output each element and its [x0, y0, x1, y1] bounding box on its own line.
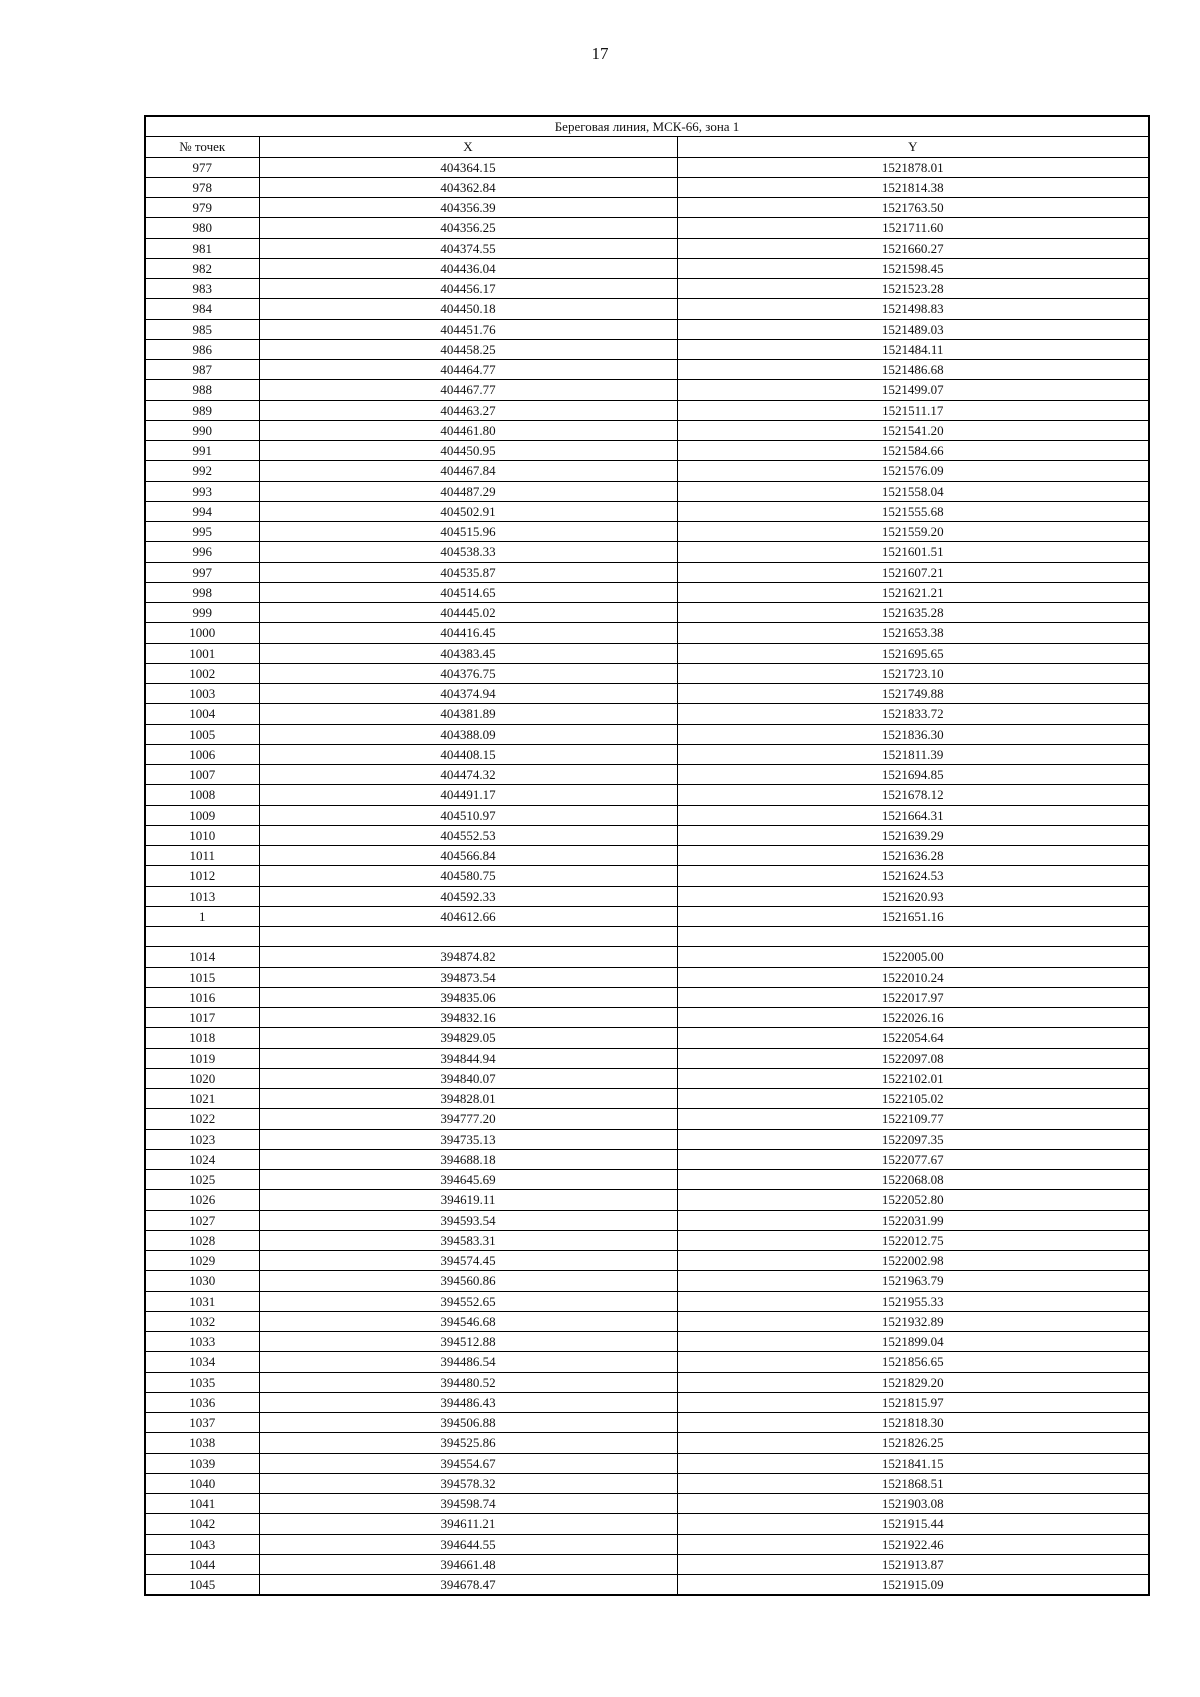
point-number-cell: 980	[145, 218, 259, 238]
point-number-cell: 1012	[145, 866, 259, 886]
table-row	[145, 1230, 1149, 1250]
point-number-cell: 994	[145, 501, 259, 521]
x-coordinate-cell: 394611.21	[259, 1514, 677, 1534]
y-coordinate-cell: 1522012.75	[677, 1230, 1149, 1250]
coordinates-table	[144, 115, 1150, 1596]
x-coordinate-cell: 394560.86	[259, 1271, 677, 1291]
x-coordinate-cell: 394840.07	[259, 1068, 677, 1088]
point-number-cell: 1030	[145, 1271, 259, 1291]
y-coordinate-cell: 1521868.51	[677, 1473, 1149, 1493]
x-coordinate-cell: 394480.52	[259, 1372, 677, 1392]
table-row	[145, 1575, 1149, 1596]
y-coordinate-cell: 1521559.20	[677, 522, 1149, 542]
x-coordinate-cell: 394832.16	[259, 1008, 677, 1028]
table-row	[145, 420, 1149, 440]
y-coordinate-cell: 1521695.65	[677, 643, 1149, 663]
point-number-cell: 1008	[145, 785, 259, 805]
y-coordinate-cell: 1521660.27	[677, 238, 1149, 258]
table-row	[145, 339, 1149, 359]
y-coordinate-cell: 1521607.21	[677, 562, 1149, 582]
point-number-cell: 1036	[145, 1392, 259, 1412]
x-coordinate-cell: 394546.68	[259, 1311, 677, 1331]
x-coordinate-cell: 394678.47	[259, 1575, 677, 1596]
table-row	[145, 1494, 1149, 1514]
x-coordinate-cell: 394688.18	[259, 1149, 677, 1169]
point-number-cell: 1002	[145, 663, 259, 683]
y-coordinate-cell: 1522005.00	[677, 947, 1149, 967]
table-row	[145, 1149, 1149, 1169]
point-number-cell: 1021	[145, 1089, 259, 1109]
y-coordinate-cell: 1521922.46	[677, 1534, 1149, 1554]
table-row	[145, 1291, 1149, 1311]
table-row	[145, 279, 1149, 299]
y-coordinate-cell: 1521636.28	[677, 846, 1149, 866]
table-row	[145, 1554, 1149, 1574]
point-number-cell: 985	[145, 319, 259, 339]
table-row	[145, 582, 1149, 602]
point-number-cell: 1032	[145, 1311, 259, 1331]
table-row	[145, 1008, 1149, 1028]
point-number-cell: 1043	[145, 1534, 259, 1554]
x-coordinate-cell: 404461.80	[259, 420, 677, 440]
point-number-cell: 999	[145, 603, 259, 623]
table-row	[145, 906, 1149, 926]
y-coordinate-cell: 1521915.44	[677, 1514, 1149, 1534]
table-row	[145, 258, 1149, 278]
y-coordinate-cell: 1521498.83	[677, 299, 1149, 319]
y-coordinate-cell: 1521811.39	[677, 744, 1149, 764]
point-number-cell: 1037	[145, 1413, 259, 1433]
table-row	[145, 765, 1149, 785]
point-number-cell: 1017	[145, 1008, 259, 1028]
x-coordinate-cell: 394554.67	[259, 1453, 677, 1473]
x-coordinate-cell: 404450.95	[259, 441, 677, 461]
y-coordinate-cell: 1522002.98	[677, 1251, 1149, 1271]
y-coordinate-cell: 1522105.02	[677, 1089, 1149, 1109]
y-coordinate-cell: 1521624.53	[677, 866, 1149, 886]
column-header-point-number: № точек	[145, 137, 259, 157]
y-coordinate-cell: 1521486.68	[677, 360, 1149, 380]
table-row	[145, 1413, 1149, 1433]
table-row	[145, 744, 1149, 764]
y-coordinate-cell: 1521836.30	[677, 724, 1149, 744]
x-coordinate-cell: 404467.77	[259, 380, 677, 400]
y-coordinate-cell: 1521723.10	[677, 663, 1149, 683]
x-coordinate-cell: 394777.20	[259, 1109, 677, 1129]
point-number-cell: 991	[145, 441, 259, 461]
point-number-cell: 1020	[145, 1068, 259, 1088]
y-coordinate-cell: 1521639.29	[677, 825, 1149, 845]
y-coordinate-cell: 1521558.04	[677, 481, 1149, 501]
table-row	[145, 1453, 1149, 1473]
x-coordinate-cell: 394512.88	[259, 1332, 677, 1352]
x-coordinate-cell: 404383.45	[259, 643, 677, 663]
table-row	[145, 1190, 1149, 1210]
point-number-cell: 1029	[145, 1251, 259, 1271]
x-coordinate-cell: 394574.45	[259, 1251, 677, 1271]
table-row	[145, 299, 1149, 319]
table-row	[145, 603, 1149, 623]
y-coordinate-cell: 1522054.64	[677, 1028, 1149, 1048]
column-header-x: X	[259, 137, 677, 157]
table-row	[145, 927, 1149, 947]
table-row	[145, 1210, 1149, 1230]
x-coordinate-cell: 404445.02	[259, 603, 677, 623]
point-number-cell: 981	[145, 238, 259, 258]
table-row	[145, 522, 1149, 542]
x-coordinate-cell: 394486.43	[259, 1392, 677, 1412]
y-coordinate-cell: 1521856.65	[677, 1352, 1149, 1372]
point-number-cell: 1005	[145, 724, 259, 744]
x-coordinate-cell: 404491.17	[259, 785, 677, 805]
table-row	[145, 663, 1149, 683]
point-number-cell: 1025	[145, 1170, 259, 1190]
point-number-cell: 1016	[145, 987, 259, 1007]
x-coordinate-cell: 404356.39	[259, 198, 677, 218]
y-coordinate-cell: 1521635.28	[677, 603, 1149, 623]
table-row	[145, 461, 1149, 481]
y-coordinate-cell: 1521763.50	[677, 198, 1149, 218]
point-number-cell: 1004	[145, 704, 259, 724]
table-row	[145, 785, 1149, 805]
table-row	[145, 1251, 1149, 1271]
point-number-cell: 1009	[145, 805, 259, 825]
point-number-cell: 989	[145, 400, 259, 420]
table-row	[145, 1433, 1149, 1453]
y-coordinate-cell: 1521576.09	[677, 461, 1149, 481]
x-coordinate-cell: 404376.75	[259, 663, 677, 683]
point-number-cell: 1019	[145, 1048, 259, 1068]
point-number-cell: 988	[145, 380, 259, 400]
y-coordinate-cell: 1521523.28	[677, 279, 1149, 299]
table-row	[145, 704, 1149, 724]
point-number-cell: 1039	[145, 1453, 259, 1473]
point-number-cell: 1028	[145, 1230, 259, 1250]
table-row	[145, 805, 1149, 825]
x-coordinate-cell: 394874.82	[259, 947, 677, 967]
table-row	[145, 198, 1149, 218]
table-row	[145, 1129, 1149, 1149]
x-coordinate-cell: 394835.06	[259, 987, 677, 1007]
point-number-cell: 1006	[145, 744, 259, 764]
x-coordinate-cell: 404487.29	[259, 481, 677, 501]
point-number-cell: 997	[145, 562, 259, 582]
point-number-cell: 1031	[145, 1291, 259, 1311]
table-row	[145, 562, 1149, 582]
y-coordinate-cell: 1522077.67	[677, 1149, 1149, 1169]
table-row	[145, 1068, 1149, 1088]
table-row	[145, 825, 1149, 845]
y-coordinate-cell: 1521903.08	[677, 1494, 1149, 1514]
point-number-cell: 982	[145, 258, 259, 278]
table-row	[145, 542, 1149, 562]
page-number: 17	[591, 44, 609, 63]
point-number-cell: 993	[145, 481, 259, 501]
y-coordinate-cell: 1521621.21	[677, 582, 1149, 602]
x-coordinate-cell: 404538.33	[259, 542, 677, 562]
table-row	[145, 1089, 1149, 1109]
y-coordinate-cell: 1521584.66	[677, 441, 1149, 461]
table-row	[145, 319, 1149, 339]
point-number-cell: 1026	[145, 1190, 259, 1210]
table-row	[145, 1109, 1149, 1129]
point-number-cell: 1007	[145, 765, 259, 785]
point-number-cell: 977	[145, 157, 259, 177]
x-coordinate-cell	[259, 927, 677, 947]
point-number-cell	[145, 927, 259, 947]
y-coordinate-cell: 1522031.99	[677, 1210, 1149, 1230]
x-coordinate-cell: 404458.25	[259, 339, 677, 359]
x-coordinate-cell: 404456.17	[259, 279, 677, 299]
y-coordinate-cell: 1521815.97	[677, 1392, 1149, 1412]
x-coordinate-cell: 394552.65	[259, 1291, 677, 1311]
x-coordinate-cell: 394645.69	[259, 1170, 677, 1190]
table-row	[145, 1271, 1149, 1291]
x-coordinate-cell: 404356.25	[259, 218, 677, 238]
point-number-cell: 1000	[145, 623, 259, 643]
y-coordinate-cell: 1521653.38	[677, 623, 1149, 643]
y-coordinate-cell: 1521499.07	[677, 380, 1149, 400]
point-number-cell: 1027	[145, 1210, 259, 1230]
x-coordinate-cell: 394506.88	[259, 1413, 677, 1433]
y-coordinate-cell: 1521620.93	[677, 886, 1149, 906]
x-coordinate-cell: 394828.01	[259, 1089, 677, 1109]
x-coordinate-cell: 404451.76	[259, 319, 677, 339]
point-number-cell: 1003	[145, 684, 259, 704]
y-coordinate-cell: 1521814.38	[677, 177, 1149, 197]
point-number-cell: 990	[145, 420, 259, 440]
point-number-cell: 1	[145, 906, 259, 926]
x-coordinate-cell: 394525.86	[259, 1433, 677, 1453]
y-coordinate-cell: 1521749.88	[677, 684, 1149, 704]
point-number-cell: 1001	[145, 643, 259, 663]
table-row	[145, 623, 1149, 643]
table-title: Береговая линия, МСК-66, зона 1	[145, 116, 1149, 137]
x-coordinate-cell: 394735.13	[259, 1129, 677, 1149]
x-coordinate-cell: 404510.97	[259, 805, 677, 825]
point-number-cell: 1018	[145, 1028, 259, 1048]
x-coordinate-cell: 404416.45	[259, 623, 677, 643]
point-number-cell: 983	[145, 279, 259, 299]
table-row	[145, 218, 1149, 238]
table-row	[145, 360, 1149, 380]
y-coordinate-cell: 1522026.16	[677, 1008, 1149, 1028]
y-coordinate-cell: 1522097.35	[677, 1129, 1149, 1149]
point-number-cell: 978	[145, 177, 259, 197]
point-number-cell: 1015	[145, 967, 259, 987]
point-number-cell: 986	[145, 339, 259, 359]
table-row	[145, 177, 1149, 197]
y-coordinate-cell: 1521826.25	[677, 1433, 1149, 1453]
point-number-cell: 1045	[145, 1575, 259, 1596]
y-coordinate-cell: 1522068.08	[677, 1170, 1149, 1190]
table-row	[145, 380, 1149, 400]
point-number-cell: 1013	[145, 886, 259, 906]
table-row	[145, 1311, 1149, 1331]
x-coordinate-cell: 404362.84	[259, 177, 677, 197]
table-row	[145, 400, 1149, 420]
table-row	[145, 684, 1149, 704]
x-coordinate-cell: 404515.96	[259, 522, 677, 542]
x-coordinate-cell: 404566.84	[259, 846, 677, 866]
y-coordinate-cell: 1521694.85	[677, 765, 1149, 785]
y-coordinate-cell: 1521601.51	[677, 542, 1149, 562]
y-coordinate-cell: 1521841.15	[677, 1453, 1149, 1473]
point-number-cell: 1014	[145, 947, 259, 967]
table-row	[145, 481, 1149, 501]
point-number-cell: 992	[145, 461, 259, 481]
table-row	[145, 1352, 1149, 1372]
y-coordinate-cell: 1521833.72	[677, 704, 1149, 724]
x-coordinate-cell: 404381.89	[259, 704, 677, 724]
table-row	[145, 1514, 1149, 1534]
table-row	[145, 1028, 1149, 1048]
point-number-cell: 1022	[145, 1109, 259, 1129]
x-coordinate-cell: 394873.54	[259, 967, 677, 987]
x-coordinate-cell: 404474.32	[259, 765, 677, 785]
y-coordinate-cell	[677, 927, 1149, 947]
x-coordinate-cell: 404450.18	[259, 299, 677, 319]
table-row	[145, 1473, 1149, 1493]
x-coordinate-cell: 394829.05	[259, 1028, 677, 1048]
y-coordinate-cell: 1522109.77	[677, 1109, 1149, 1129]
point-number-cell: 1034	[145, 1352, 259, 1372]
y-coordinate-cell: 1522097.08	[677, 1048, 1149, 1068]
point-number-cell: 979	[145, 198, 259, 218]
table-row	[145, 501, 1149, 521]
point-number-cell: 1044	[145, 1554, 259, 1574]
y-coordinate-cell: 1521489.03	[677, 319, 1149, 339]
point-number-cell: 984	[145, 299, 259, 319]
y-coordinate-cell: 1522102.01	[677, 1068, 1149, 1088]
point-number-cell: 1024	[145, 1149, 259, 1169]
table-row	[145, 157, 1149, 177]
point-number-cell: 995	[145, 522, 259, 542]
y-coordinate-cell: 1521651.16	[677, 906, 1149, 926]
x-coordinate-cell: 404514.65	[259, 582, 677, 602]
y-coordinate-cell: 1521664.31	[677, 805, 1149, 825]
x-coordinate-cell: 404535.87	[259, 562, 677, 582]
table-row	[145, 643, 1149, 663]
point-number-cell: 1040	[145, 1473, 259, 1493]
y-coordinate-cell: 1521818.30	[677, 1413, 1149, 1433]
x-coordinate-cell: 404464.77	[259, 360, 677, 380]
x-coordinate-cell: 404502.91	[259, 501, 677, 521]
point-number-cell: 1011	[145, 846, 259, 866]
x-coordinate-cell: 394598.74	[259, 1494, 677, 1514]
x-coordinate-cell: 404388.09	[259, 724, 677, 744]
point-number-cell: 1023	[145, 1129, 259, 1149]
y-coordinate-cell: 1521915.09	[677, 1575, 1149, 1596]
y-coordinate-cell: 1521541.20	[677, 420, 1149, 440]
y-coordinate-cell: 1522052.80	[677, 1190, 1149, 1210]
y-coordinate-cell: 1521555.68	[677, 501, 1149, 521]
x-coordinate-cell: 394593.54	[259, 1210, 677, 1230]
x-coordinate-cell: 404364.15	[259, 157, 677, 177]
point-number-cell: 987	[145, 360, 259, 380]
x-coordinate-cell: 404374.94	[259, 684, 677, 704]
point-number-cell: 1010	[145, 825, 259, 845]
x-coordinate-cell: 404612.66	[259, 906, 677, 926]
table-row	[145, 238, 1149, 258]
x-coordinate-cell: 404436.04	[259, 258, 677, 278]
y-coordinate-cell: 1521598.45	[677, 258, 1149, 278]
x-coordinate-cell: 404467.84	[259, 461, 677, 481]
point-number-cell: 996	[145, 542, 259, 562]
x-coordinate-cell: 394844.94	[259, 1048, 677, 1068]
y-coordinate-cell: 1521955.33	[677, 1291, 1149, 1311]
x-coordinate-cell: 394661.48	[259, 1554, 677, 1574]
y-coordinate-cell: 1521678.12	[677, 785, 1149, 805]
x-coordinate-cell: 394486.54	[259, 1352, 677, 1372]
y-coordinate-cell: 1521963.79	[677, 1271, 1149, 1291]
point-number-cell: 998	[145, 582, 259, 602]
point-number-cell: 1041	[145, 1494, 259, 1514]
table-row	[145, 441, 1149, 461]
table-row	[145, 1332, 1149, 1352]
table-row	[145, 1372, 1149, 1392]
y-coordinate-cell: 1521899.04	[677, 1332, 1149, 1352]
y-coordinate-cell: 1521711.60	[677, 218, 1149, 238]
x-coordinate-cell: 404552.53	[259, 825, 677, 845]
column-header-y: Y	[677, 137, 1149, 157]
table-row	[145, 987, 1149, 1007]
point-number-cell: 1035	[145, 1372, 259, 1392]
table-body	[145, 157, 1149, 1595]
table-row	[145, 1534, 1149, 1554]
table-row	[145, 967, 1149, 987]
y-coordinate-cell: 1521913.87	[677, 1554, 1149, 1574]
y-coordinate-cell: 1521829.20	[677, 1372, 1149, 1392]
y-coordinate-cell: 1522010.24	[677, 967, 1149, 987]
point-number-cell: 1033	[145, 1332, 259, 1352]
table-row	[145, 947, 1149, 967]
table-row	[145, 866, 1149, 886]
point-number-cell: 1042	[145, 1514, 259, 1534]
x-coordinate-cell: 394578.32	[259, 1473, 677, 1493]
y-coordinate-cell: 1522017.97	[677, 987, 1149, 1007]
y-coordinate-cell: 1521878.01	[677, 157, 1149, 177]
table-row	[145, 1048, 1149, 1068]
x-coordinate-cell: 404592.33	[259, 886, 677, 906]
x-coordinate-cell: 404580.75	[259, 866, 677, 886]
x-coordinate-cell: 404463.27	[259, 400, 677, 420]
table-row	[145, 886, 1149, 906]
x-coordinate-cell: 394644.55	[259, 1534, 677, 1554]
y-coordinate-cell: 1521484.11	[677, 339, 1149, 359]
x-coordinate-cell: 404374.55	[259, 238, 677, 258]
y-coordinate-cell: 1521932.89	[677, 1311, 1149, 1331]
y-coordinate-cell: 1521511.17	[677, 400, 1149, 420]
table-row	[145, 724, 1149, 744]
x-coordinate-cell: 404408.15	[259, 744, 677, 764]
point-number-cell: 1038	[145, 1433, 259, 1453]
x-coordinate-cell: 394583.31	[259, 1230, 677, 1250]
table-row	[145, 846, 1149, 866]
table-row	[145, 1392, 1149, 1412]
table-row	[145, 1170, 1149, 1190]
x-coordinate-cell: 394619.11	[259, 1190, 677, 1210]
